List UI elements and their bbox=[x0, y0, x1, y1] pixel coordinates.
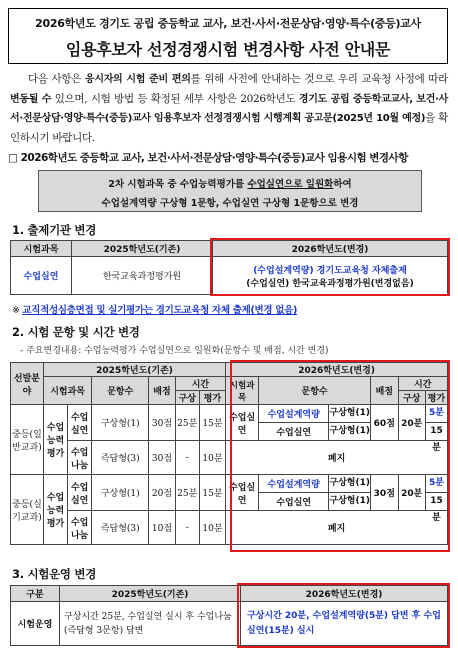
section1-note: ※ 교직적성심층면접 및 실기평가는 경기도교육청 자체 출제(변경 없음) bbox=[12, 305, 298, 316]
header-title: 임용후보자 선정경쟁시험 변경사항 사전 안내문 bbox=[65, 40, 391, 59]
changes-heading: □ 2026학년도 중등학교 교사, 보건·사서·전문상담·영양·특수(중등)교사 임용시험 변경사항 bbox=[8, 152, 408, 164]
notice-box: 2차 시험과목 중 수업능력평가를 수업실연으로 일원화하여 수업설계역량 구상형 1문항, 수업실연 구상형 1문항으로 변경 bbox=[38, 170, 422, 212]
section2-subtitle: - 주요변경내용: 수업능력평가 수업실연으로 일원화(문항수 및 배점, 시간 변경) bbox=[20, 346, 329, 356]
section2-title: 2. 시험 문항 및 시간 변경 bbox=[12, 325, 140, 339]
section2-table: 선발분야 2025학년도(기존) 2026학년도(변경) 시험과목 문항수 배점 시간 시험과목 문항수 배점 시간 구상 평가 구상 평가 중등(일반교과) 수업능력평가 수업실연 구상형(1) 30점 25분 15분 수업실연 수업설계역량 구상형(1) 수업실연 구상형(1) 60점 20분 5분 15분 수업나눔 즉답형(3) 30점 - 10분 폐지 중등(실기교과) 수업능력평가 수업실연 구상형(1) 20점 25분 15분 수업실연 수업설계역량 구상형(1) 수업실연 구상형(1) 30점 20분 5분 15분 수업나눔 즉답형(3) 10점 - 10분 폐지 bbox=[10, 362, 448, 545]
section3-title: 3. 시험운영 변경 bbox=[12, 567, 97, 581]
header-line1: 2026학년도 경기도 공립 중등학교 교사, 보건·사서·전문상담·영양·특수(중등)교사 bbox=[35, 17, 421, 30]
section1-table: 시험과목 2025학년도(기존) 2026학년도(변경) 수업실연 한국교육과정평가원 (수업설계역량) 경기도교육청 자체출제 (수업실연) 한국교육과정평가원(변경없음) bbox=[10, 240, 448, 295]
section1-title: 1. 출제기관 변경 bbox=[12, 223, 97, 237]
intro-paragraph: 다음 사항은 응시자의 시험 준비 편의를 위해 사전에 안내하는 것으로 우리 교육청 사정에 따라 변동될 수 있으며, 시험 방법 등 확정된 세부 사항은 2026학년도 경기도 공립 중등학교교사, 보건·사서·전문상담·영양·특수(중등)교사 임용후보자 선정경쟁시험 시행계획 공고문(2025년 10월 예정)을 확인하시기 바랍니다. bbox=[10, 73, 448, 144]
document-header bbox=[8, 8, 448, 64]
section3-table: 구분 2025학년도(기존) 2026학년도(변경) 시험운영 구상시간 25분, 수업실연 실시 후 수업나눔(즉답형 3문항) 답변 구상시간 20분, 수업설계역량(5분) 답변 후 수업실연(15분) 실시 bbox=[10, 585, 448, 646]
